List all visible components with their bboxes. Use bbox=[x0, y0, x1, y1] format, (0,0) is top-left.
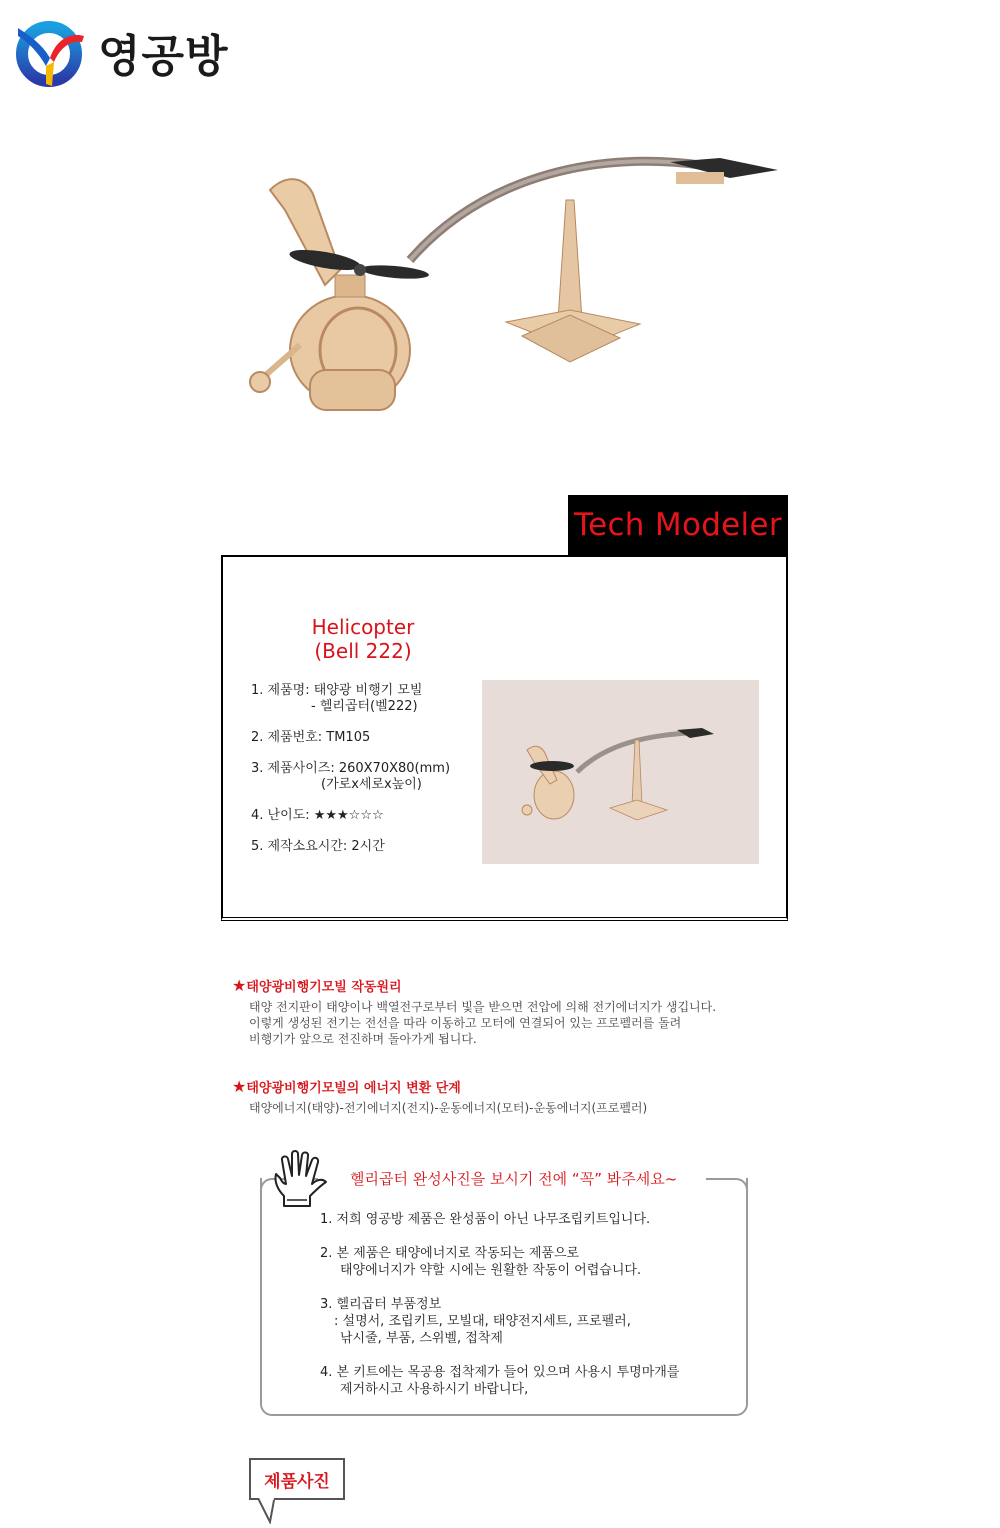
notice-line: 2. 본 제품은 태양에너지로 작동되는 제품으로 bbox=[320, 1246, 580, 1261]
notice-line: 4. 본 키트에는 목공용 접착제가 들어 있으며 사용시 투명마개를 bbox=[320, 1365, 680, 1380]
notice-line: 1. 저희 영공방 제품은 완성품이 아닌 나무조립키트입니다. bbox=[320, 1212, 651, 1227]
energy-body bbox=[249, 1100, 647, 1116]
spec-sub: (가로x세로x높이) bbox=[321, 777, 422, 792]
principle-section bbox=[232, 977, 716, 1047]
spec-item-number bbox=[251, 730, 491, 746]
notice-line: 태양에너지가 약할 시에는 원활한 작동이 어렵습니다. bbox=[340, 1263, 642, 1278]
star-icon: ★ bbox=[232, 976, 247, 995]
spec-label: 3. 제품사이즈: 260X70X80(mm) bbox=[251, 761, 451, 776]
spec-item-size bbox=[251, 761, 491, 793]
spec-label: 4. 난이도: ★★★☆☆☆ bbox=[251, 808, 384, 823]
spec-label: 2. 제품번호: TM105 bbox=[251, 730, 371, 745]
principle-line: 태양 전지판이 태양이나 백열전구로부터 빛을 받으면 전압에 의해 전기에너지가 생깁니다. bbox=[249, 1000, 717, 1014]
product-main-photo bbox=[230, 110, 790, 470]
product-info-box bbox=[221, 555, 788, 921]
spec-label: 5. 제작소요시간: 2시간 bbox=[251, 839, 385, 854]
tech-modeler-label: Tech Modeler bbox=[574, 507, 782, 543]
notice-item bbox=[320, 1245, 740, 1279]
notice-title: 헬리곱터 완성사진을 보시기 전에 “꼭” 봐주세요~ bbox=[346, 1169, 681, 1189]
notice-item bbox=[320, 1364, 740, 1398]
spec-item-time bbox=[251, 839, 491, 855]
notice-item bbox=[320, 1296, 740, 1347]
brand-name: 영공방 bbox=[98, 31, 229, 82]
notice-line: : 설명서, 조립키트, 모빌대, 태양전지세트, 프로펠러, bbox=[334, 1314, 631, 1329]
notice-line: 제거하시고 사용하시기 바랍니다, bbox=[340, 1382, 529, 1397]
principle-line: 비행기가 앞으로 전진하며 돌아가게 됩니다. bbox=[249, 1032, 477, 1046]
energy-section bbox=[232, 1078, 647, 1116]
notice-line: 3. 헬리곱터 부품정보 bbox=[320, 1297, 442, 1312]
spec-item-name bbox=[251, 683, 491, 715]
energy-heading-text: 태양광비행기모빌의 에너지 변환 단계 bbox=[246, 1081, 461, 1096]
product-title-line1: Helicopter bbox=[311, 615, 415, 639]
energy-line: 태양에너지(태양)-전기에너지(전지)-운동에너지(모터)-운동에너지(프로펠러) bbox=[249, 1101, 648, 1115]
principle-line: 이렇게 생성된 전기는 전선을 따라 이동하고 모터에 연결되어 있는 프로펠러를 돌려 bbox=[249, 1016, 682, 1030]
product-photo-label-text: 제품사진 bbox=[264, 1471, 330, 1492]
notice-item bbox=[320, 1211, 740, 1228]
spec-sub: - 헬리곱터(벨222) bbox=[311, 699, 418, 714]
notice-list bbox=[320, 1211, 740, 1415]
spec-item-difficulty bbox=[251, 808, 491, 824]
spec-label: 1. 제품명: 태양광 비행기 모빌 bbox=[251, 683, 423, 698]
energy-heading bbox=[232, 1078, 647, 1098]
spec-list bbox=[251, 683, 491, 870]
principle-heading bbox=[232, 977, 716, 997]
hand-stop-icon bbox=[270, 1148, 330, 1212]
brand-logo-icon bbox=[16, 14, 86, 90]
speech-bubble-tail bbox=[256, 1498, 280, 1524]
product-title bbox=[283, 615, 443, 663]
product-thumbnail-photo bbox=[482, 680, 759, 864]
star-icon: ★ bbox=[232, 1077, 247, 1096]
product-photo-label bbox=[249, 1458, 345, 1500]
principle-heading-text: 태양광비행기모빌 작동원리 bbox=[246, 980, 402, 995]
brand-logo[interactable] bbox=[16, 12, 229, 92]
tech-modeler-tag bbox=[568, 495, 788, 555]
principle-body bbox=[249, 999, 716, 1047]
product-title-line2: (Bell 222) bbox=[314, 639, 412, 663]
notice-line: 낚시줄, 부품, 스위벨, 접착제 bbox=[340, 1331, 503, 1346]
